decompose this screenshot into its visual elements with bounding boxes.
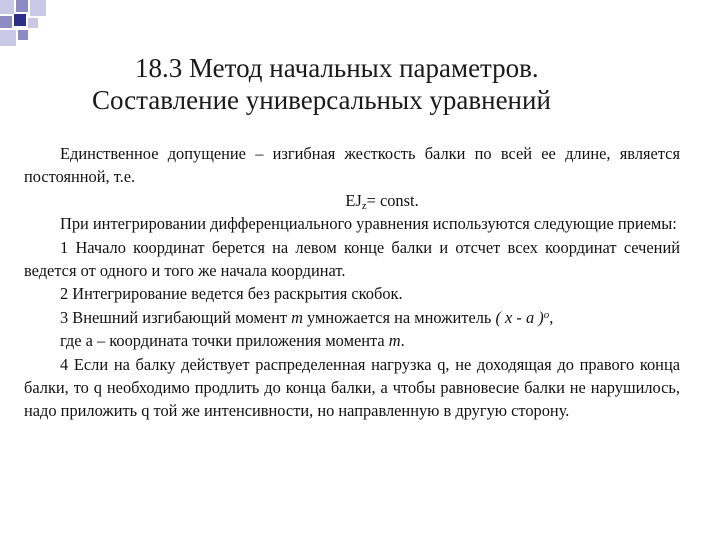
corner-decoration: [0, 0, 60, 60]
title-line-1: 18.3 Метод начальных параметров.: [135, 53, 539, 83]
moment-symbol: m: [291, 307, 303, 327]
formula-stiffness: [24, 189, 680, 212]
rule-3-note-text: где а – координата точки приложения момента: [60, 331, 389, 351]
rule-4: 4 Если на балку действует распределенная нагрузка q, не доходящая до правого конца балки, то q необходимо продлить до конца балки, а чтобы равновесие балки не нарушилось, надо приложить q той же интенсивности, но направленную в другую сторону.: [24, 354, 680, 421]
rule-3-note: [24, 329, 680, 352]
decor-square: [16, 0, 28, 12]
decor-square: [0, 30, 16, 46]
decor-square: [0, 16, 12, 28]
paragraph-integration: При интегрировании дифференциального уравнения используются следующие приемы:: [60, 214, 677, 234]
decor-square: [30, 0, 46, 16]
factor-exponent: o: [543, 308, 550, 321]
slide-title: [0, 52, 720, 116]
factor-expression: ( x - a ): [495, 307, 544, 327]
paragraph-assumption: Единственное допущение – изгибная жесткость балки по всей ее длине, является постоянной, т.е.: [24, 144, 680, 187]
rule-3-note-end: .: [400, 331, 405, 351]
formula-base: EJ: [345, 190, 362, 210]
decor-square: [0, 0, 14, 14]
rule-3-text-c: ,: [549, 307, 554, 327]
rule-1: 1 Начало координат берется на левом конце балки и отсчет всех координат сечений ведется от одного и того же начала координат.: [24, 237, 680, 281]
rule-3: [24, 306, 680, 329]
rule-3-text-a: 3 Внешний изгибающий момент: [60, 307, 292, 327]
rule-2: 2 Интегрирование ведется без раскрытия скобок.: [60, 284, 403, 304]
formula-rest: = const.: [366, 190, 419, 210]
slide-body: [24, 142, 680, 423]
formula-subscript: z: [361, 199, 367, 212]
decor-square: [14, 14, 26, 26]
moment-symbol: m: [388, 331, 401, 351]
decor-square: [28, 18, 38, 28]
title-line-2: Составление универсальных уравнений: [92, 85, 551, 115]
rule-3-text-b: умножается на множитель: [302, 307, 496, 327]
decor-square: [18, 30, 28, 40]
